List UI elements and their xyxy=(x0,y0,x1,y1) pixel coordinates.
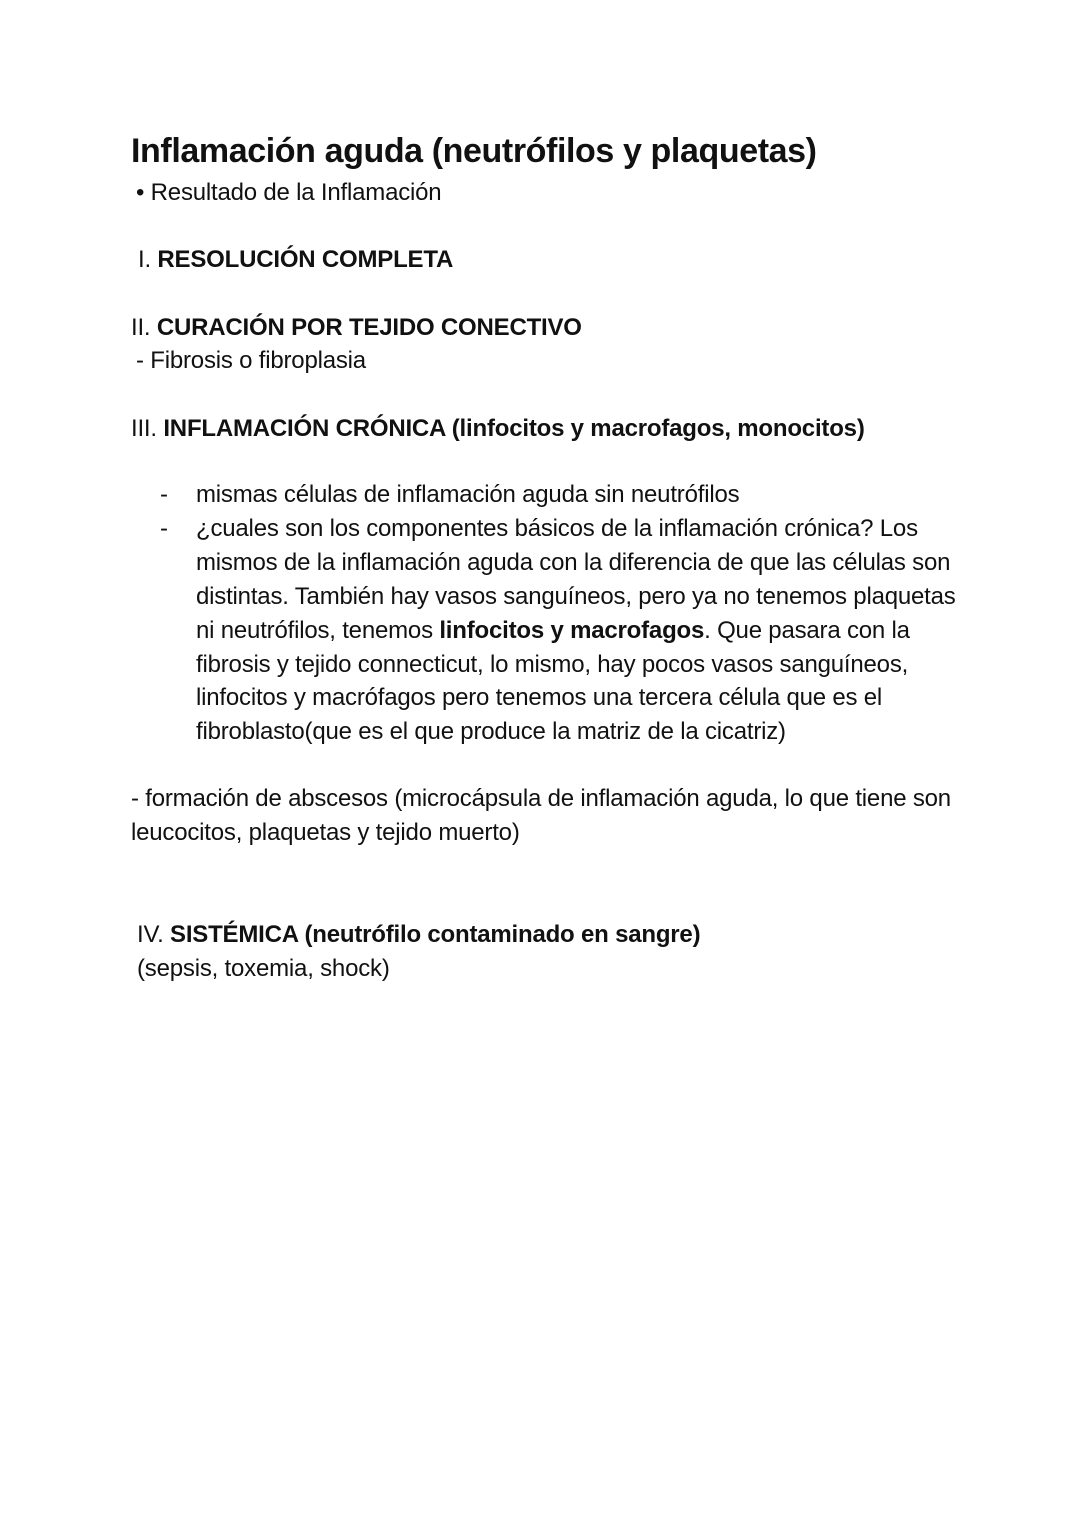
list-item xyxy=(160,478,960,512)
list-item xyxy=(160,512,960,749)
bold-emphasis: linfocitos y macrofagos xyxy=(439,616,705,644)
text-segment: ¿cuales son los componentes básicos de la inflamación crónica? Los mismos de la inflamación aguda con la diferencia de que las células son distintas. También hay vasos sanguíneos, pero ya no tenemos plaquetas ni neutrófilos, tenemos xyxy=(196,514,956,644)
section-numeral: II. xyxy=(131,314,151,341)
dash-marker: - xyxy=(160,481,168,508)
section-heading-1 xyxy=(138,243,453,277)
section-4-note: (sepsis, toxemia, shock) xyxy=(137,955,390,982)
subtitle-text: Resultado de la Inflamación xyxy=(150,179,442,206)
section-title: SISTÉMICA (neutrófilo contaminado en sangre) xyxy=(170,921,701,948)
section-title: INFLAMACIÓN CRÓNICA (linfocitos y macrofagos, monocitos) xyxy=(163,415,865,442)
list-item-text xyxy=(196,515,956,745)
dash-marker: - xyxy=(160,514,168,542)
section-3-list xyxy=(160,478,960,749)
section-title: CURACIÓN POR TEJIDO CONECTIVO xyxy=(156,314,582,341)
text-segment: . Que pasara con la fibrosis y tejido connecticut, lo mismo, hay pocos vasos sanguíneos, linfocitos y macrófagos pero tenemos una tercera célula que es el fibroblasto(que es el que produce la matriz de la cicatriz) xyxy=(196,616,910,746)
section-title: RESOLUCIÓN COMPLETA xyxy=(157,246,454,273)
section-numeral: I. xyxy=(138,246,151,273)
section-2-note: - Fibrosis o fibroplasia xyxy=(136,347,366,374)
page-title: Inflamación aguda (neutrófilos y plaquetas) xyxy=(131,132,817,170)
bullet-icon: • xyxy=(136,179,145,206)
section-numeral: III. xyxy=(131,415,157,442)
section-3-extra: - formación de abscesos (microcápsula de inflamación aguda, lo que tiene son leucocitos, plaquetas y tejido muerto) xyxy=(131,785,951,846)
section-heading-3 xyxy=(131,412,865,446)
subtitle xyxy=(136,176,441,210)
list-item-text: mismas células de inflamación aguda sin neutrófilos xyxy=(196,481,740,508)
section-heading-2 xyxy=(131,311,582,345)
section-numeral: IV. xyxy=(137,921,164,948)
section-heading-4 xyxy=(137,918,700,952)
